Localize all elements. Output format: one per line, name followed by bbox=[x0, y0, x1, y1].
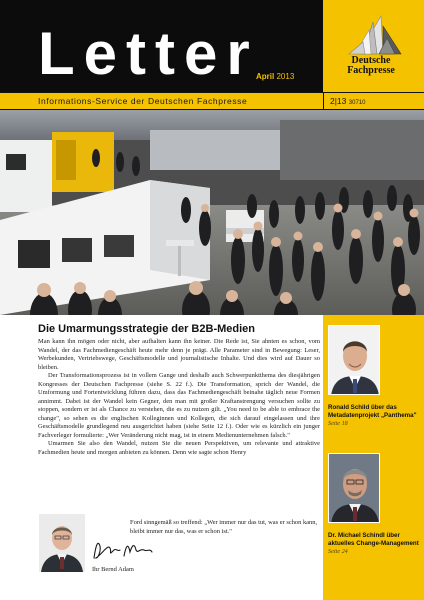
teaser-portrait-2 bbox=[328, 453, 380, 523]
logo-text-line2: Fachpresse bbox=[347, 65, 395, 76]
article-headline: Die Umarmungsstrategie der B2B-Medien bbox=[38, 323, 255, 335]
hero-image bbox=[0, 110, 424, 315]
teaser-2-title: Dr. Michael Schindl über aktuelles Change-Management bbox=[328, 532, 419, 547]
handwritten-signature bbox=[88, 536, 158, 564]
portrait-icon bbox=[329, 326, 380, 395]
teaser-portrait-1 bbox=[328, 325, 380, 395]
tagline: Informations-Service der Deutschen Fachpresse bbox=[38, 96, 248, 106]
tagline-band bbox=[0, 92, 424, 110]
paragraph-1: Man kann ihn mögen oder nicht, aber aufhalten kann ihn keiner. Die Rede ist, Sie ahnten es schon, vom Wandel, der das Fachmediengeschäft heute mehr denn je prägt. Alle Parameter sind in Bewegung: Leser, Werbekunden, Vertriebswege, Geschäftsmodelle und journalistische Inhalte. Und dies wird auf Dauer so bleiben. bbox=[38, 338, 320, 371]
teaser-1-title: Ronald Schild über das Metadatenprojekt „Panthema" bbox=[328, 404, 417, 419]
issue-code: 30710 bbox=[348, 100, 366, 106]
teaser-2 bbox=[328, 532, 420, 556]
author-signoff: Ihr Bernd Adam bbox=[92, 566, 134, 573]
article-closing: Ford sinngemäß so treffend: „Wer immer nur das tut, was er schon kann, bleibt immer nur das, was er schon ist." bbox=[130, 519, 318, 535]
teaser-1 bbox=[328, 404, 420, 428]
logo-text-line1: Deutsche bbox=[351, 55, 391, 66]
masthead-title: Letter bbox=[38, 20, 259, 87]
band-divider bbox=[323, 93, 324, 109]
issue-label: 2|13 bbox=[330, 96, 347, 106]
edition-month: April bbox=[256, 72, 275, 81]
teaser-2-page: Seite 24 bbox=[328, 548, 348, 555]
portrait-icon bbox=[329, 454, 380, 523]
issue-number bbox=[330, 96, 365, 106]
edition-date bbox=[256, 72, 294, 81]
deutsche-fachpresse-logo bbox=[329, 12, 413, 76]
teaser-1-page: Seite 18 bbox=[328, 420, 348, 427]
logo-text bbox=[329, 56, 413, 76]
edition-year: 2013 bbox=[276, 72, 295, 81]
teaser-sidebar bbox=[323, 315, 424, 600]
author-portrait bbox=[39, 514, 85, 572]
article-body bbox=[38, 338, 320, 457]
paragraph-3: Umarmen Sie also den Wandel, nutzen Sie die neuen Perspektiven, um relevante und attraktive Fachmedien heute und morgen anbieten zu können. Denn wie sagte schon Henry bbox=[38, 440, 320, 456]
logo-mark-icon bbox=[329, 12, 413, 56]
paragraph-2: Der Transformationsprozess ist in vollem Gange und deshalb auch Schwerpunktthema des diesjährigen Kongresses der Deutschen Fachpresse (siehe S. 22 f.). Die Transformation, sprich der Wandel, die Umformung und Fortentwicklung führen dazu, dass das Fachmediengeschäft beinahe täglich neue Formen annimmt. Dabei ist der Wandel kein Gegner, den man mit großer Kraftanstrengung versuchen sollte zu stoppen, sondern er ist als Chance zu verstehen, die es zu nutzen gilt. „You need to be able to embrace the change", so sehen es die englischen Kolleginnen und Kollegen, die sich darauf eingelassen und ihre Geschäftsmodelle grundlegend neu ausgerichtet haben (siehe Seite 12 f.). Oder wie es kürzlich ein junger Fachverleger formulierte: „Wer Veränderung nicht mag, ist in einem Medienunternehmen falsch." bbox=[38, 372, 320, 439]
author-portrait-icon bbox=[39, 514, 85, 572]
trade-fair-photo bbox=[0, 110, 424, 315]
